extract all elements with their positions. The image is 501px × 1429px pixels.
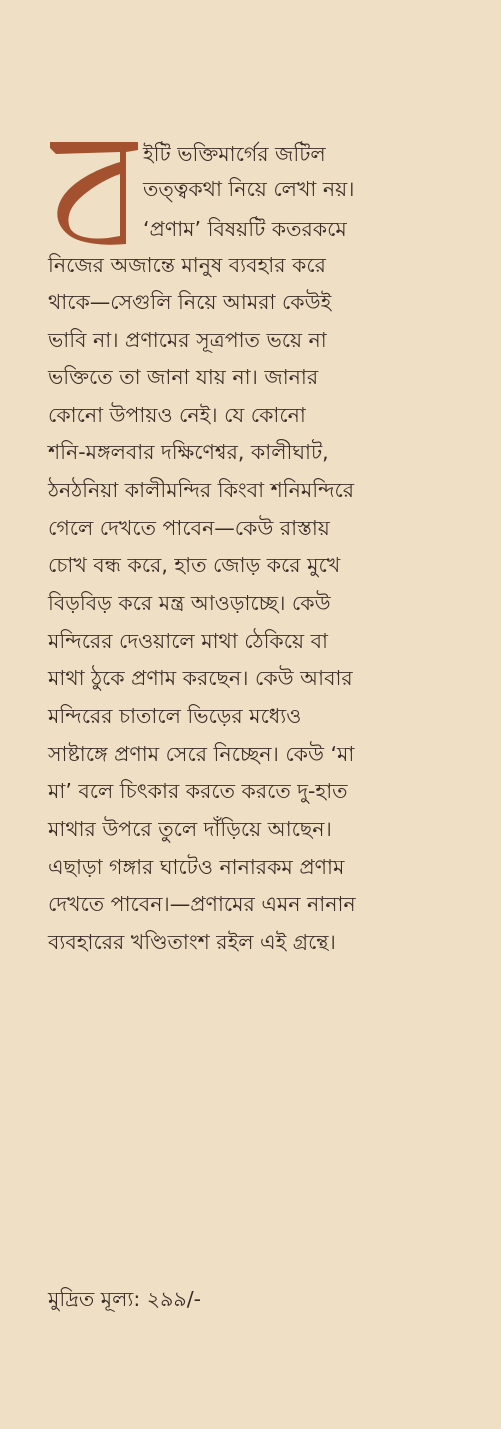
blurb-line: ব্যবহারের খণ্ডিতাংশ রইল এই গ্রন্থে।	[48, 930, 336, 954]
blurb-line: মাথা ঠুকে প্রণাম করছেন। কেউ আবার	[48, 666, 353, 690]
blurb-line: গেলে দেখতে পাবেন—কেউ রাস্তায়	[48, 516, 330, 540]
blurb-line: মা’ বলে চিৎকার করতে করতে দু-হাত	[48, 779, 348, 803]
blurb-line: মাথার উপরে তুলে দাঁড়িয়ে আছেন।	[48, 817, 332, 841]
blurb-line: ভাবি না। প্রণামের সূত্রপাত ভয়ে না	[48, 328, 327, 352]
blurb-line: চোখ বন্ধ করে, হাত জোড় করে মুখে	[48, 553, 341, 577]
blurb-line: তত্ত্বকথা নিয়ে লেখা নয়।	[143, 177, 355, 201]
blurb-line: ‘প্রণাম’ বিষয়টি কতরকমে	[143, 217, 347, 241]
blurb-line: দেখতে পাবেন।—প্রণামের এমন নানান	[48, 892, 356, 916]
blurb-line: ঠনঠনিয়া কালীমন্দির কিংবা শনিমন্দিরে	[48, 478, 355, 502]
blurb-line: এছাড়া গঙ্গার ঘাটেও নানারকম প্রণাম	[48, 855, 345, 879]
blurb-line: নিজের অজান্তে মানুষ ব্যবহার করে	[48, 253, 326, 277]
blurb-line: কোনো উপায়ও নেই। যে কোনো	[48, 403, 306, 427]
blurb-line: বিড়বিড় করে মন্ত্র আওড়াচ্ছে। কেউ	[48, 591, 331, 615]
printed-price: মুদ্রিত মূল্য: ২৯৯/-	[48, 1287, 202, 1311]
drop-cap-letter	[48, 134, 140, 246]
blurb-line: শনি-মঙ্গলবার দক্ষিণেশ্বর, কালীঘাট,	[48, 440, 329, 464]
blurb-line: ভক্তিতে তা জানা যায় না। জানার	[48, 365, 319, 389]
blurb-line: মন্দিরের দেওয়ালে মাথা ঠেকিয়ে বা	[48, 629, 328, 653]
blurb-line: ইটি ভক্তিমার্গের জটিল	[143, 142, 326, 166]
blurb-line: থাকে—সেগুলি নিয়ে আমরা কেউই	[48, 290, 332, 314]
blurb-line: মন্দিরের চাতালে ভিড়ের মধ্যেও	[48, 704, 302, 728]
blurb-line: সাষ্টাঙ্গে প্রণাম সেরে নিচ্ছেন। কেউ ‘মা	[48, 742, 355, 766]
